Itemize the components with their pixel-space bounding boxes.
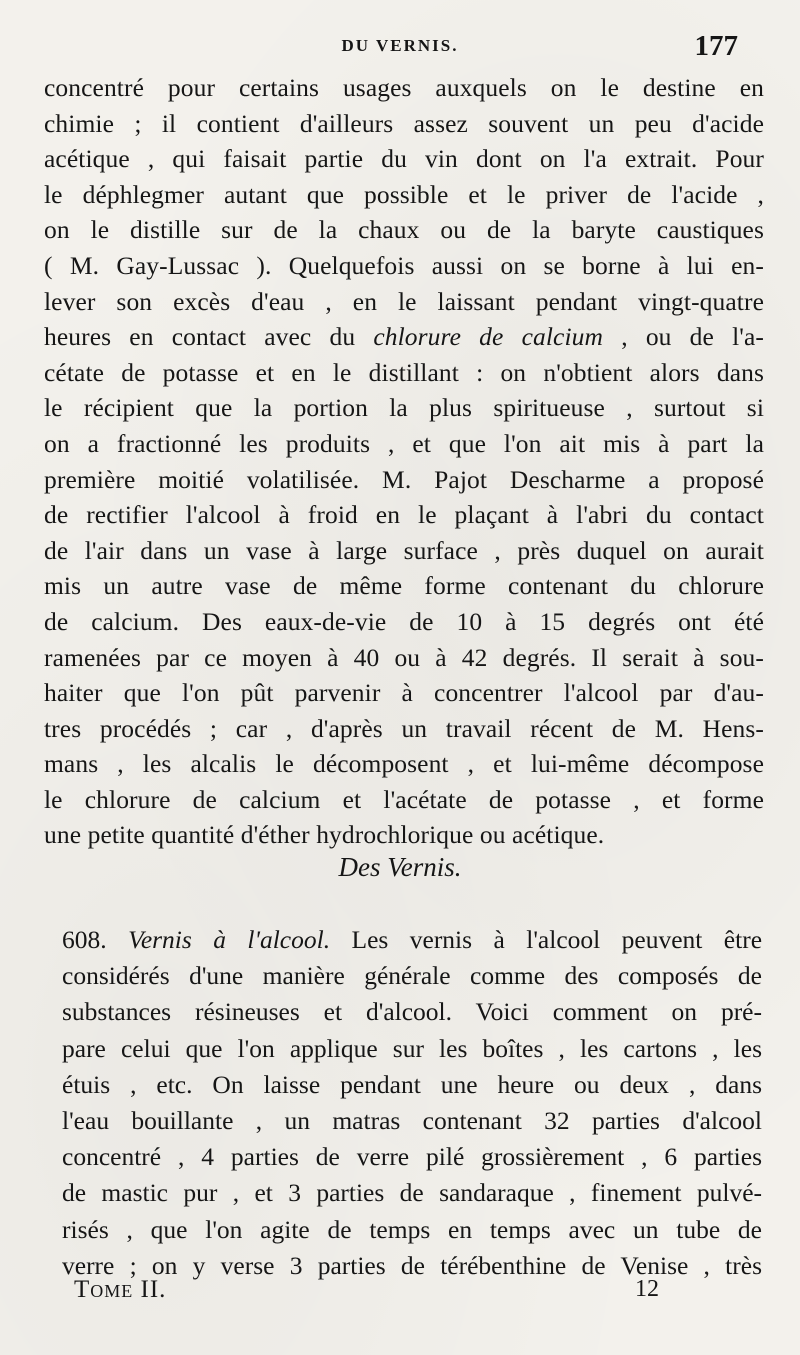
text-line: première moitié volatilisée. M. Pajot Descharme a proposé [44, 464, 764, 494]
italic-term: chlorure de calcium [373, 322, 604, 352]
text-segment: heures en contact avec du [44, 322, 374, 352]
text-line: le récipient que la portion la plus spiritueuse , surtout si [44, 393, 764, 423]
text-line: de calcium. Des eaux-de-vie de 10 à 15 degrés ont été [44, 606, 764, 636]
section-title: Des Vernis. [338, 852, 462, 882]
text-line: chimie ; il contient d'ailleurs assez souvent un peu d'acide [44, 108, 764, 138]
text-line: ramenées par ce moyen à 40 ou à 42 degrés. Il serait à sou- [44, 642, 764, 672]
paragraph-number: 608. [62, 925, 129, 954]
text-line: le chlorure de calcium et l'acétate de potasse , et forme [44, 784, 764, 814]
paragraph-608 [62, 922, 762, 1284]
text-line: ( M. Gay-Lussac ). Quelquefois aussi on se borne à lui en- [44, 250, 764, 280]
running-head: DU VERNIS. [341, 36, 459, 55]
volume-label: Tome II. [74, 1276, 167, 1303]
text-line: lever son excès d'eau , en le laissant pendant vingt-quatre [44, 286, 764, 316]
text-line: concentré , 4 parties de verre pilé grossièrement , 6 parties [62, 1142, 762, 1172]
text-line: on a fractionné les produits , et que l'on ait mis à part la [44, 428, 764, 458]
text-line-with-heading [62, 922, 762, 958]
text-line: cétate de potasse et en le distillant : on n'obtient alors dans [44, 357, 764, 387]
text-line: risés , que l'on agite de temps en temps avec un tube de [62, 1214, 762, 1244]
text-line: pare celui que l'on applique sur les boîtes , les cartons , les [62, 1033, 762, 1063]
text-line: de l'air dans un vase à large surface , près duquel on aurait [44, 535, 764, 565]
text-line: mis un autre vase de même forme contenant du chlorure [44, 571, 764, 601]
paragraph-continuation [44, 70, 764, 853]
text-line: de rectifier l'alcool à froid en le plaçant à l'abri du contact [44, 500, 764, 530]
text-line: on le distille sur de la chaux ou de la baryte caustiques [44, 215, 764, 245]
page-footer [0, 1276, 800, 1316]
text-line: substances résineuses et d'alcool. Voici comment on pré- [62, 997, 762, 1027]
text-segment: Les vernis à l'alcool peuvent être [330, 925, 762, 954]
text-line: le déphlegmer autant que possible et le priver de l'acide , [44, 179, 764, 209]
text-line: verre ; on y verse 3 parties de térébenthine de Venise , très [62, 1250, 762, 1280]
text-line: concentré pour certains usages auxquels on le destine en [44, 73, 764, 102]
text-line: de mastic pur , et 3 parties de sandaraque , finement pulvé- [62, 1178, 762, 1208]
page-header [0, 30, 800, 70]
text-line: considérés d'une manière générale comme des composés de [62, 961, 762, 991]
text-segment: , ou de l'a- [603, 322, 764, 352]
text-line: étuis , etc. On laisse pendant une heure ou deux , dans [62, 1069, 762, 1099]
text-line: une petite quantité d'éther hydrochlorique ou acétique. [44, 820, 605, 850]
text-line: haiter que l'on pût parvenir à concentrer l'alcool par d'au- [44, 678, 764, 708]
paragraph-heading: Vernis à l'alcool. [128, 925, 331, 954]
page-number: 177 [694, 30, 738, 62]
text-line-with-italic [44, 319, 764, 355]
text-line: tres procédés ; car , d'après un travail récent de M. Hens- [44, 713, 764, 743]
text-line: l'eau bouillante , un matras contenant 32 parties d'alcool [62, 1105, 762, 1135]
text-line: mans , les alcalis le décomposent , et lui-même décompose [44, 749, 764, 779]
text-line: acétique , qui faisait partie du vin dont on l'a extrait. Pour [44, 144, 764, 174]
signature-mark: 12 [635, 1276, 659, 1302]
